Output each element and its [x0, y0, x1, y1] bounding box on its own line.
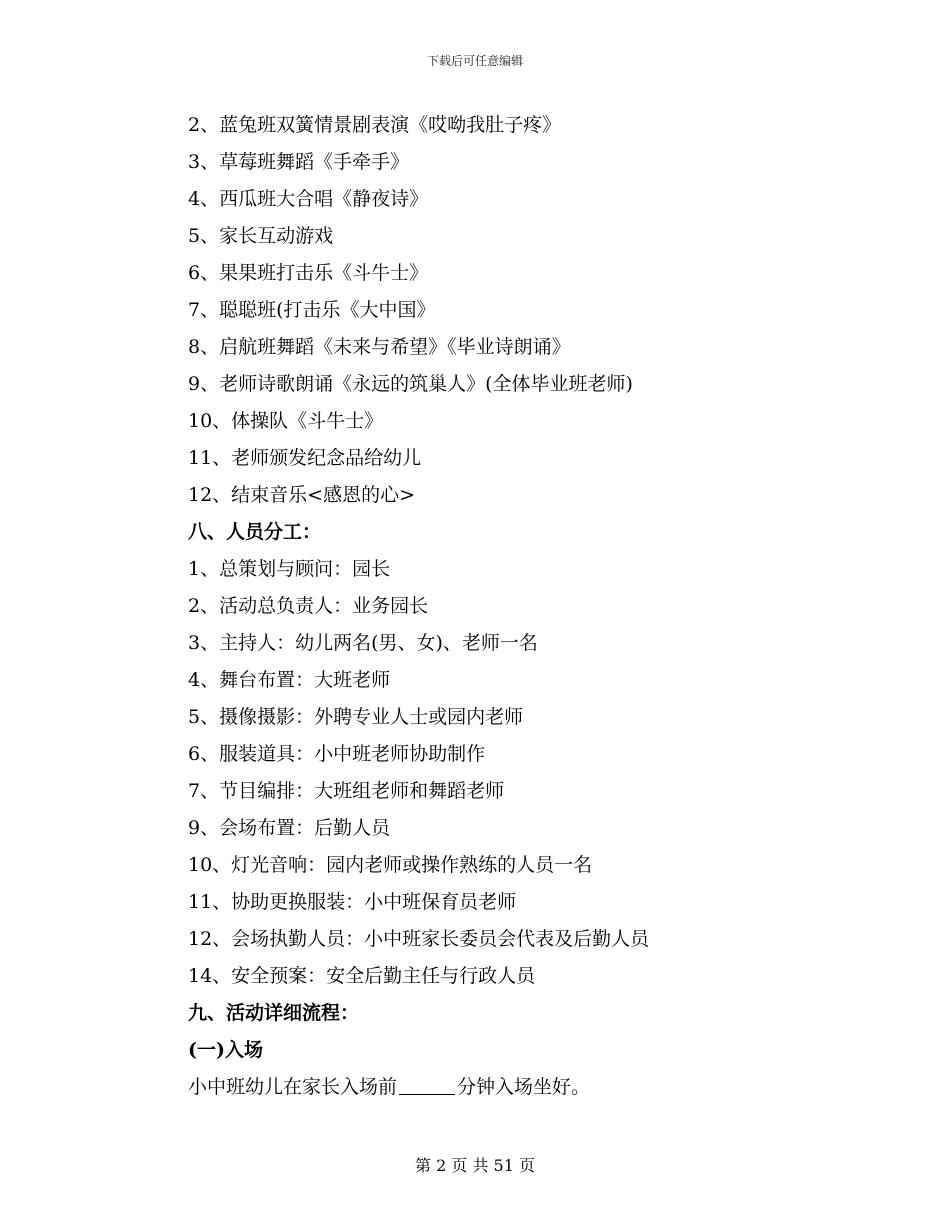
- staff-item: 9、会场布置：后勤人员: [188, 817, 391, 839]
- entry-paragraph: [188, 1069, 888, 1106]
- page-header: 下载后可任意编辑: [426, 54, 523, 68]
- program-item: 6、果果班打击乐《斗牛士》: [188, 262, 429, 284]
- staff-item: 3、主持人：幼儿两名(男、女)、老师一名: [188, 632, 538, 654]
- staff-item: 7、节目编排：大班组老师和舞蹈老师: [188, 780, 505, 802]
- staff-item: 14、安全预案：安全后勤主任与行政人员: [188, 965, 536, 987]
- page-footer: 第 2 页 共 51 页: [415, 1156, 535, 1175]
- entry-text-before: 小中班幼儿在家长入场前: [188, 1076, 398, 1098]
- program-item: 3、草莓班舞蹈《手牵手》: [188, 151, 410, 173]
- document-body: [188, 107, 888, 1106]
- program-item: 5、家长互动游戏: [188, 225, 334, 247]
- program-item: 9、老师诗歌朗诵《永远的筑巢人》(全体毕业班老师): [188, 373, 633, 395]
- staff-item: 1、总策划与顾问：园长: [188, 558, 391, 580]
- section-heading-process: 九、活动详细流程：: [188, 1002, 360, 1024]
- program-item: 12、结束音乐<感恩的心>: [188, 484, 416, 506]
- program-item: 11、老师颁发纪念品给幼儿: [188, 447, 422, 469]
- staff-item: 12、会场执勤人员：小中班家长委员会代表及后勤人员: [188, 928, 650, 950]
- subsection-heading-entry: (一)入场: [188, 1039, 263, 1061]
- program-item: 7、聪聪班(打击乐《大中国》: [188, 299, 436, 321]
- program-item: 10、体操队《斗牛士》: [188, 410, 384, 432]
- program-item: 2、蓝兔班双簧情景剧表演《哎呦我肚子疼》: [188, 114, 562, 136]
- staff-item: 10、灯光音响：园内老师或操作熟练的人员一名: [188, 854, 593, 876]
- section-heading-staffing: 八、人员分工：: [188, 521, 322, 543]
- staff-item: 2、活动总负责人：业务园长: [188, 595, 429, 617]
- entry-text-after: 分钟入场坐好。: [457, 1076, 591, 1098]
- staff-item: 4、舞台布置：大班老师: [188, 669, 391, 691]
- staff-item: 5、摄像摄影：外聘专业人士或园内老师: [188, 706, 524, 728]
- staff-item: 11、协助更换服装：小中班保育员老师: [188, 891, 517, 913]
- program-item: 4、西瓜班大合唱《静夜诗》: [188, 188, 429, 210]
- staff-item: 6、服装道具：小中班老师协助制作: [188, 743, 486, 765]
- program-item: 8、启航班舞蹈《未来与希望》《毕业诗朗诵》: [188, 336, 571, 358]
- fill-blank: [399, 1072, 455, 1095]
